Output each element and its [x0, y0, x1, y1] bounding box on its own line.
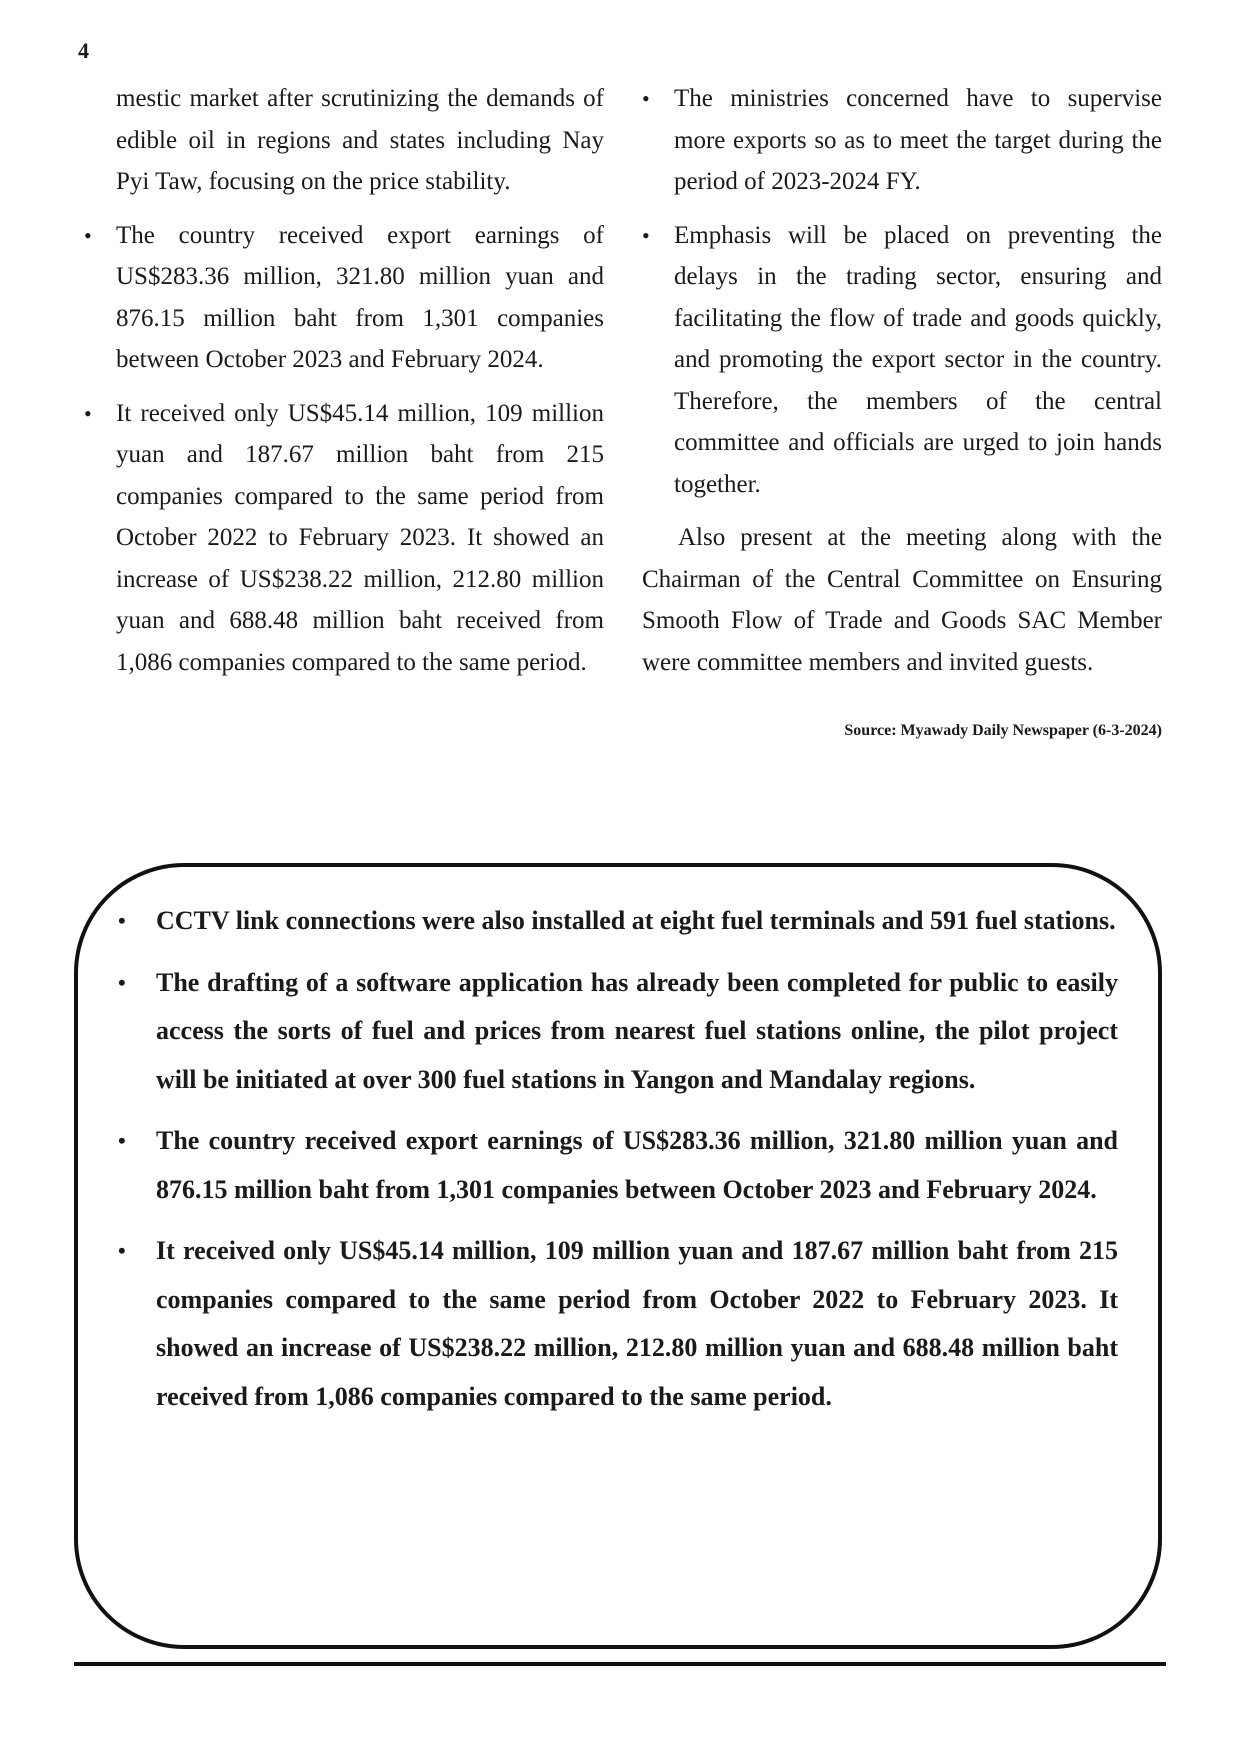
highlight-bullet: • The drafting of a software application has already been completed for public to easily access the sorts of fuel and prices from nearest fuel stations online, the pilot project will be initiated at over 300 fuel stations in Yangon and Mandalay regions.: [118, 959, 1118, 1105]
highlight-box: [74, 863, 1162, 1649]
bullet-item: • Emphasis will be placed on preventing the delays in the trading sector, ensuring and facilitating the flow of trade and goods quickly, and promoting the export sector in the country. Therefore, the members of the central committee and officials are urged to join hands together.: [642, 215, 1162, 506]
highlight-bullet-list: [118, 897, 1118, 1434]
left-column: [84, 78, 604, 741]
continuation-paragraph: mestic market after scrutinizing the demands of edible oil in regions and states including Nay Pyi Taw, focusing on the price stability.: [116, 85, 604, 195]
closing-paragraph: Also present at the meeting along with the Chairman of the Central Committee on Ensuring Smooth Flow of Trade and Goods SAC Member were committee members and invited guests.: [642, 524, 1162, 676]
highlight-bullet: • The country received export earnings of US$283.36 million, 321.80 million yuan and 876.15 million baht from 1,301 companies between October 2023 and February 2024.: [118, 1117, 1118, 1214]
right-column: [642, 78, 1162, 741]
bottom-rule: [74, 1662, 1166, 1666]
bullet-item: • The country received export earnings of US$283.36 million, 321.80 million yuan and 876.15 million baht from 1,301 companies between October 2023 and February 2024.: [84, 215, 604, 381]
page-number: 4: [78, 38, 89, 63]
source-credit: Source: Myawady Daily Newspaper (6-3-2024): [844, 722, 1162, 739]
bullet-item: • It received only US$45.14 million, 109 million yuan and 187.67 million baht from 215 companies compared to the same period from October 2022 to February 2023. It showed an increase of US$238.22 million, 212.80 million yuan and 688.48 million baht received from 1,086 companies compared to the same period.: [84, 393, 604, 684]
article-columns: [84, 78, 1162, 741]
highlight-bullet: • CCTV link connections were also installed at eight fuel terminals and 591 fuel stations.: [118, 897, 1118, 946]
highlight-bullet: • It received only US$45.14 million, 109 million yuan and 187.67 million baht from 215 companies compared to the same period from October 2022 to February 2023. It showed an increase of US$238.22 million, 212.80 million yuan and 688.48 million baht received from 1,086 companies compared to the same period.: [118, 1227, 1118, 1421]
bullet-item: • The ministries concerned have to supervise more exports so as to meet the target during the period of 2023-2024 FY.: [642, 78, 1162, 203]
left-bullet-list: [84, 215, 604, 684]
right-bullet-list: [642, 78, 1162, 505]
